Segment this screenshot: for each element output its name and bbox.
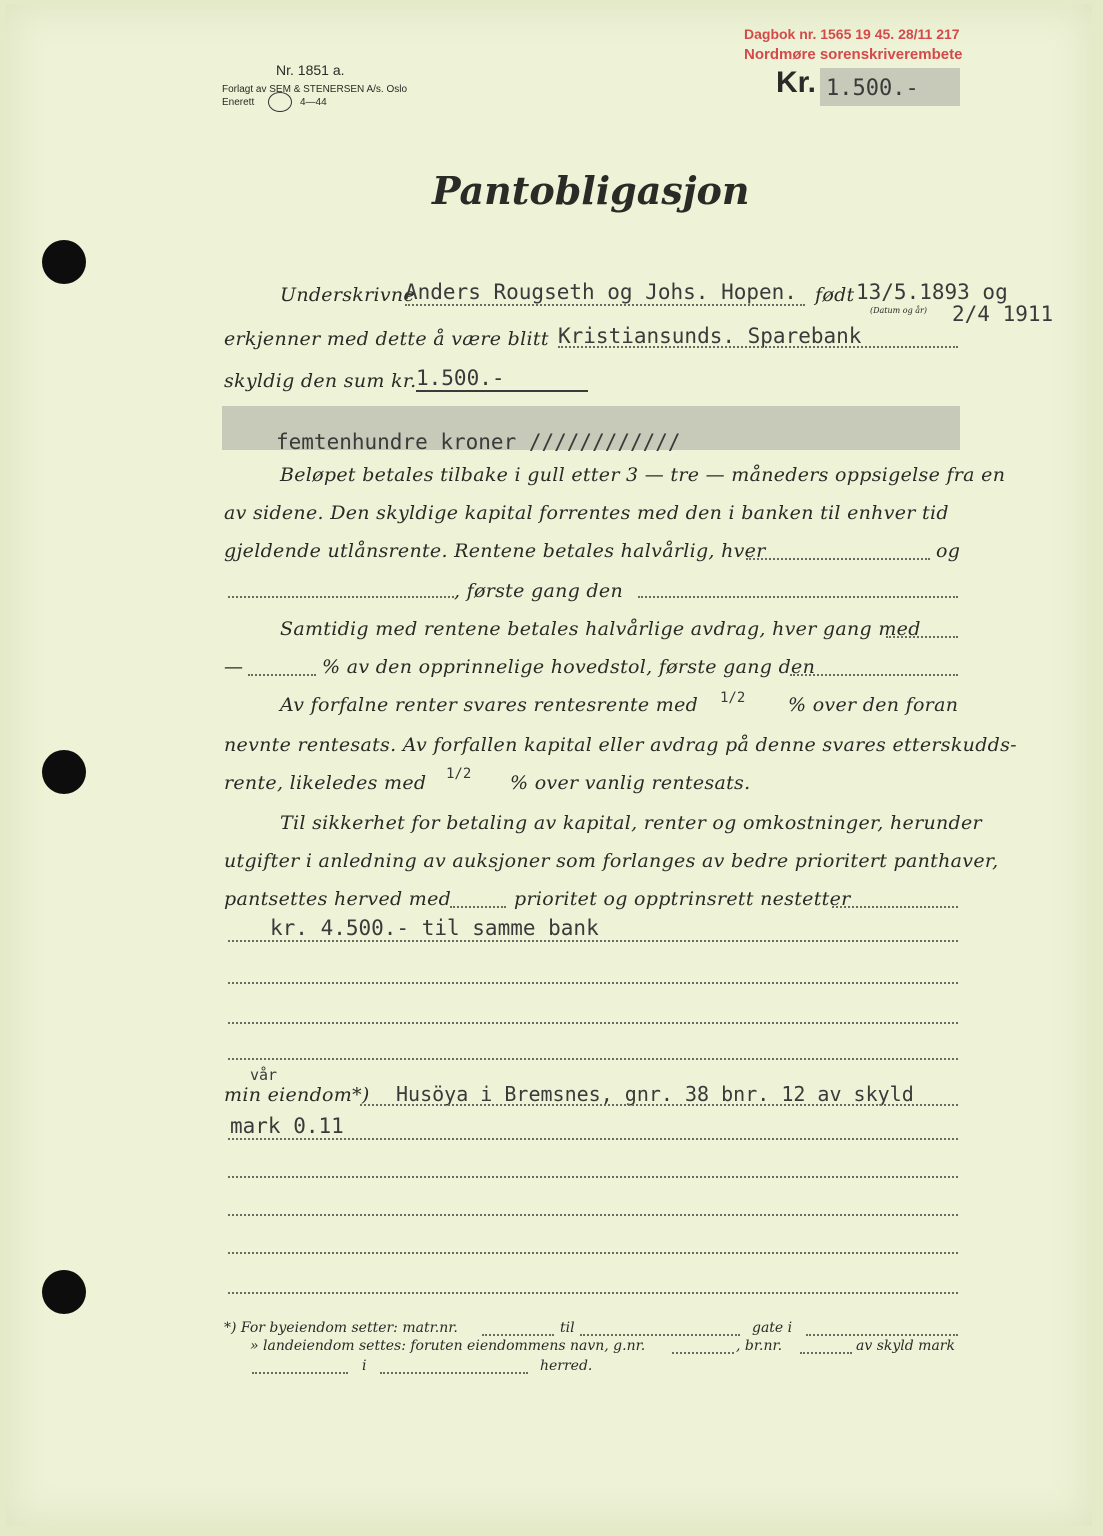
property-blank-2 bbox=[228, 1214, 958, 1216]
terms-line-12-dots bbox=[450, 906, 506, 908]
undersigned-dots bbox=[405, 304, 805, 306]
owe-text: skyldig den sum kr. bbox=[224, 370, 417, 392]
terms-line-5: Samtidig med rentene betales halvårlige avdrag, hver gang med bbox=[280, 618, 921, 640]
prior-lien: kr. 4.500.- til samme bank bbox=[270, 916, 599, 940]
terms-line-4-dots-right bbox=[638, 596, 958, 598]
creditor-dots bbox=[558, 346, 958, 348]
document-title: Pantobligasjon bbox=[432, 168, 750, 213]
blank-line-4 bbox=[228, 1058, 958, 1060]
terms-line-10: Til sikkerhet for betaling av kapital, renter og omkostninger, herunder bbox=[280, 812, 982, 834]
terms-line-8: nevnte rentesats. Av forfallen kapital eller avdrag på denne svares etterskudds- bbox=[224, 734, 1017, 756]
terms-line-5-dots bbox=[886, 636, 958, 638]
property-dots-2 bbox=[228, 1138, 958, 1140]
terms-line-2: av sidene. Den skyldige kapital forrentes med den i banken til enhver tid bbox=[224, 502, 949, 524]
footnote-line-3b: herred. bbox=[540, 1358, 593, 1374]
document-page bbox=[6, 4, 1092, 1526]
acknowledge-text: erkjenner med dette å være blitt bbox=[224, 328, 549, 350]
footnote-line-1c: gate i bbox=[752, 1320, 793, 1336]
footnote-dots-6 bbox=[252, 1372, 348, 1374]
terms-line-12a: pantsettes herved med bbox=[224, 888, 452, 910]
footnote-line-3a: i bbox=[362, 1358, 367, 1374]
terms-line-12b: prioritet og opptrinsrett nestetter bbox=[514, 888, 851, 910]
sum-words: femtenhundre kroner //////////// bbox=[276, 430, 681, 454]
footnote-dots-5 bbox=[800, 1352, 852, 1354]
property-dots bbox=[360, 1104, 958, 1106]
terms-line-9b: % over vanlig rentesats. bbox=[510, 772, 751, 794]
property-description-cont: mark 0.11 bbox=[230, 1114, 344, 1138]
terms-line-6-dots bbox=[248, 674, 316, 676]
property-label: min eiendom*) bbox=[224, 1084, 370, 1106]
terms-line-1: Beløpet betales tilbake i gull etter 3 — tre — måneders oppsigelse fra en bbox=[280, 464, 1006, 486]
property-correction: vår bbox=[250, 1066, 278, 1084]
terms-line-9a: rente, likeledes med bbox=[224, 772, 427, 794]
born-dates-2: 2/4 1911 bbox=[952, 302, 1054, 326]
punch-hole-bottom bbox=[42, 1270, 86, 1314]
publisher-enerett: Enerett bbox=[222, 97, 255, 108]
footnote-line-1a: *) For byeiendom setter: matr.nr. bbox=[224, 1320, 458, 1336]
property-description: Husöya i Bremsnes, gnr. 38 bnr. 12 av skyld bbox=[396, 1082, 914, 1106]
terms-line-7a: Av forfalne renter svares rentesrente med bbox=[280, 694, 699, 716]
sum-figures: 1.500.- bbox=[416, 366, 588, 392]
footnote-line-2a: » landeiendom settes: foruten eiendommens navn, g.nr. bbox=[250, 1338, 646, 1354]
born-hint: (Datum og år) bbox=[870, 306, 927, 315]
label-undersigned: Underskrivne bbox=[280, 284, 415, 306]
terms-line-9-fraction: 1/2 bbox=[446, 766, 472, 782]
footnote-dots-3 bbox=[806, 1334, 958, 1336]
registration-stamp-line2: Nordmøre sorenskriverembete bbox=[744, 46, 963, 63]
born-dates-1: 13/5.1893 og bbox=[856, 280, 1008, 304]
punch-hole-top bbox=[42, 240, 86, 284]
footnote-dots-4 bbox=[672, 1352, 734, 1354]
punch-hole-middle bbox=[42, 750, 86, 794]
terms-line-7b: % over den foran bbox=[788, 694, 959, 716]
footnote-dots-7 bbox=[380, 1372, 528, 1374]
footnote-dots-1 bbox=[482, 1334, 554, 1336]
footnote-line-2c: av skyld mark bbox=[856, 1338, 955, 1354]
property-blank-3 bbox=[228, 1252, 958, 1254]
label-born: født bbox=[815, 284, 855, 306]
terms-line-6b: % av den opprinnelige hovedstol, første gang den bbox=[322, 656, 816, 678]
terms-line-3b: og bbox=[936, 540, 961, 562]
terms-line-4-dots bbox=[228, 596, 454, 598]
publisher-line: Forlagt av SEM & STENERSEN A/s. Oslo bbox=[222, 84, 408, 95]
blank-line-1 bbox=[228, 940, 958, 942]
footnote-dots-2 bbox=[580, 1334, 740, 1336]
terms-line-12-dots-right bbox=[832, 906, 958, 908]
registration-stamp-line1: Dagbok nr. 1565 19 45. 28/11 217 bbox=[744, 26, 960, 42]
blank-line-3 bbox=[228, 1022, 958, 1024]
terms-line-11: utgifter i anledning av auksjoner som forlanges av bedre prioritert panthaver, bbox=[224, 850, 999, 872]
terms-line-3a: gjeldende utlånsrente. Rentene betales halvårlig, hver bbox=[224, 540, 766, 562]
terms-line-6-dots-right bbox=[790, 674, 958, 676]
terms-line-3-dots bbox=[746, 558, 930, 560]
publisher-code: 4—44 bbox=[300, 97, 327, 108]
property-blank-1 bbox=[228, 1176, 958, 1178]
undersigned-names: Anders Rougseth og Johs. Hopen. bbox=[405, 280, 797, 304]
blank-line-2 bbox=[228, 982, 958, 984]
creditor-name: Kristiansunds. Sparebank bbox=[558, 324, 862, 348]
publisher-logo bbox=[268, 92, 292, 112]
amount-value: 1.500.- bbox=[826, 76, 919, 101]
amount-prefix: Kr. bbox=[776, 66, 817, 99]
footnote-line-2b: , br.nr. bbox=[736, 1338, 783, 1354]
terms-line-6a: — bbox=[224, 656, 244, 678]
property-blank-4 bbox=[228, 1292, 958, 1294]
terms-line-4: , første gang den bbox=[454, 580, 623, 602]
terms-line-7-fraction: 1/2 bbox=[720, 690, 746, 706]
form-number: Nr. 1851 a. bbox=[276, 62, 345, 78]
footnote-line-1b: til bbox=[560, 1320, 575, 1336]
